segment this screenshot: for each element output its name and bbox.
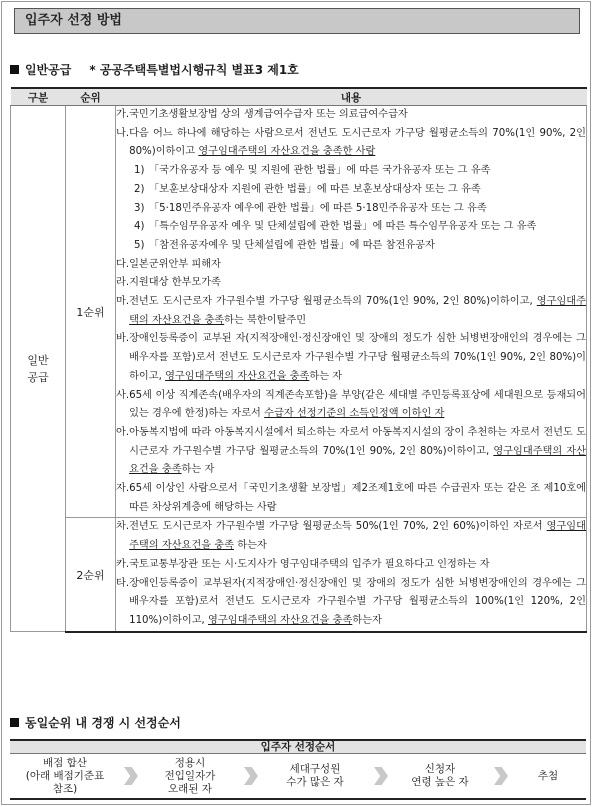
order-step-5: 추첨 — [537, 769, 559, 782]
sub-item: 5) 「참전유공자예우 및 단체설립에 관한 법률」에 따른 참전유공자 — [134, 239, 435, 251]
category-cell: 일반 공급 — [11, 106, 66, 632]
list-item: 사. 65세 이상 직계존속(배우자의 직계존속포함)을 부양(같은 세대별 주민등록표상에 세대원으로 등재되어 있는 경우에 한정)하는 자로서 수급자 선정기준의 소득인정액 이하인 자 — [116, 389, 586, 420]
list-item: 아. 아동복지법에 따라 아동복지시설에서 퇴소하는 자로서 아동복지시설의 장이 추천하는 자로서 전년도 도시근로자 가구원수별 가구당 월평균소득의 70%(1인 90%, 2인 80%)이하이고, 영구임대주택의 자산요건을 충족하는 자 — [116, 426, 586, 476]
list-item: 나. 다음 어느 하나에 해당하는 사람으로서 전년도 도시근로자 가구당 월평균소득의 70%(1인 90%, 2인 80%)이하이고 영구임대주택의 자산요건을 충족한 사람 — [116, 127, 586, 158]
rank-cell-2: 2순위 — [66, 518, 116, 632]
list-item: 라. 지원대상 한부모가족 — [116, 277, 221, 289]
list-item: 바. 장애인등록증이 교부된 자(지적장애인·정신장애인 및 장애의 정도가 심한 뇌병변장애인의 경우에는 그 배우자를 포함)로서 전년도 도시근로자 가구원수별 가구당 월평균소득의 70%(1인 90%, 2인 80%)이하이고, 영구임대주택의 자산요건을 충족하는 자 — [116, 333, 586, 382]
chevron-right-icon — [244, 767, 258, 785]
chevron-right-icon — [124, 767, 138, 785]
sub-item: 4) 「특수임무유공자 예우 및 단체설립에 관한 법률」에 따른 특수임무유공자 또는 그 유족 — [134, 221, 537, 233]
order-step-3: 세대구성원 수가 많은 자 — [286, 763, 344, 788]
order-step-4: 신청자 연령 높은 자 — [411, 763, 469, 788]
section-title: 일반공급 — [25, 63, 72, 77]
list-item: 카. 국토교통부장관 또는 시·도지사가 영구임대주택의 입주가 필요하다고 인정하는 자 — [116, 558, 490, 570]
chevron-right-icon — [374, 767, 388, 785]
content-cell-rank2 — [116, 518, 587, 632]
square-bullet-icon — [10, 718, 19, 727]
list-item: 차. 전년도 도시근로자 가구원수별 가구당 월평균소득 50%(1인 70%, 2인 60%)이하인 자로서 영구임대주택의 자산요건을 충족 하는자 — [116, 521, 586, 552]
page — [1, 1, 591, 805]
section-note: * 공공주택특별법시행규칙 별표3 제1호 — [89, 63, 299, 77]
list-item: 가. 국민기초생활보장법 상의 생계급여수급자 또는 의료급여수급자 — [116, 109, 408, 120]
selection-order-row — [10, 754, 586, 800]
order-step-2: 정용시 전입일자가 오래된 자 — [164, 756, 216, 795]
page-title: 입주자 선정 방법 — [14, 8, 580, 34]
table-row-rank2 — [11, 518, 587, 632]
selection-order-title: 입주자 선정순서 — [10, 739, 586, 754]
header-category: 구분 — [11, 88, 66, 106]
order-step-1: 배점 합산 (아래 배점기준표 참조) — [25, 756, 105, 795]
rank-cell-1: 1순위 — [66, 106, 116, 518]
square-bullet-icon — [10, 65, 19, 74]
header-rank: 순위 — [66, 88, 116, 106]
sub-item: 1) 「국가유공자 등 예우 및 지원에 관한 법률」에 따른 국가유공자 또는 그 유족 — [134, 165, 491, 177]
list-item: 다. 일본군위안부 피해자 — [116, 258, 221, 270]
content-cell-rank1 — [116, 106, 587, 518]
list-item: 타. 장애인등록증이 교부된자(지적장애인·정신장애인 및 장애의 정도가 심한 뇌병변장애인의 경우에는 그 배우자를 포함)로서 전년도 도시근로자 가구원수별 가구당 월평균소득의 100%(1인 120%, 2인 110%)이하이고, 영구임대주택의 자산요건을 충족하는자 — [116, 577, 586, 626]
header-content: 내용 — [116, 88, 587, 106]
sub-item: 3) 「5·18민주유공자 예우에 관한 법률」에 따른 5·18민주유공자 또는 그 유족 — [134, 202, 487, 214]
general-supply-table — [10, 87, 587, 633]
sub-item: 2) 「보훈보상대상자 지원에 관한 법률」에 따른 보훈보상대상자 또는 그 유족 — [134, 183, 481, 195]
list-item: 마. 전년도 도시근로자 가구원수별 가구당 월평균소득의 70%(1인 90%, 2인 80%)이하이고, 영구임대주택의 자산요건을 충족하는 북한이탈주민 — [116, 296, 586, 326]
list-item: 자. 65세 이상인 사람으로서「국민기초생활 보장법」제2조제1호에 따른 수급권자 또는 같은 조 제10호에 따른 차상위계층에 해당하는 사람 — [116, 483, 586, 513]
section-title: 동일순위 내 경쟁 시 선정순서 — [25, 716, 181, 730]
table-header-row — [11, 88, 587, 106]
chevron-right-icon — [494, 767, 508, 785]
section-heading-general-supply — [10, 61, 299, 78]
table-row-rank1 — [11, 106, 587, 518]
section-heading-tiebreak — [10, 714, 181, 731]
